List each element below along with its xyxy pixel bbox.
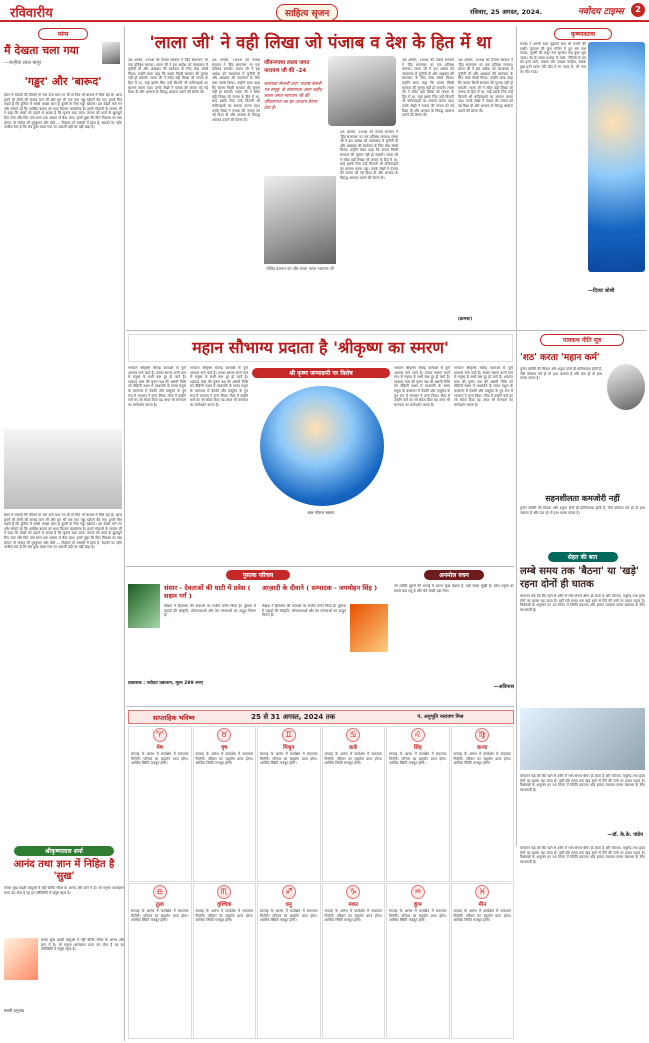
horo-astrologer: पं. अनुभूति नारायण मिश्र bbox=[417, 714, 464, 720]
lala-body-4: 26 अगस्त, 1956 को पंजाब सरकार ने 'हिंद समाचार' पर एक प्रतिबंध लगाया। लाला जी ने इस आदेश को न्यायालय में चुनौती दी और अखबार की स्वतंत्रता के लिए लंबा संघर्ष किया। उन्होंने साफ कहा कि कलम किसी सरकार की गुलाम नहीं हो सकती। लाला जी ने सदैव वही लिखा जो जनता के हित में था, चाहे इसके लिए उन्हें कितनी भी कठिनाइयों का सामना करना पड़ा। उनके लेखों ने पंजाब की जनता को नई दिशा दी और अन्याय के विरुद्ध आवाज उठाने की प्रेरणा दी। bbox=[458, 58, 513, 113]
horo-sign-text: सप्ताह के आरंभ में कार्यक्षेत्र में सफलता मिलेगी। परिवार का सहयोग प्राप्त होगा। आर्थिक स्थिति मजबूत होगी। bbox=[195, 909, 253, 923]
satire-tag: व्यंग्य bbox=[38, 28, 88, 40]
horo-sign-text: सप्ताह के आरंभ में कार्यक्षेत्र में सफलता मिलेगी। परिवार का सहयोग प्राप्त होगा। आर्थिक स्थिति मजबूत होगी। bbox=[389, 752, 447, 766]
story-title: महान सौभाग्य प्रदाता है 'श्रीकृष्ण का स्मरण' bbox=[128, 334, 513, 362]
lala-group-photo bbox=[264, 176, 336, 264]
krishna-image bbox=[588, 42, 645, 272]
right-bottom bbox=[520, 846, 645, 1038]
niti-tag: पावकथ नीति सूत्र bbox=[540, 334, 624, 346]
right-bottom-body: लगातार कई घंटे बैठे रहने से शरीर में रक्त संचार धीमा हो जाता है और मोटापा, मधुमेह तथा हृदय रोगों का खतरा बढ़ जाता है। वहीं लंबे समय तक खड़े रहने से पैरों की नसों पर दबाव पड़ता है। विशेषज्ञों के अनुसार हर 30 मिनट में स्थिति बदलना और हल्का व्यायाम करना स्वास्थ्य के लिए लाभकारी है। bbox=[520, 846, 645, 864]
story-caption: बाल गोपाल स्वरूप bbox=[307, 510, 335, 515]
zodiac-icon: ♊ bbox=[282, 728, 296, 742]
lala-portrait bbox=[328, 56, 396, 126]
horo-sign-box bbox=[128, 726, 192, 882]
horo-sign-name: मिथुन bbox=[283, 745, 295, 751]
lala-pullquote: स्वतंत्रता सेनानी तथा 'पंजाब केसरी पत्र समूह' के संस्थापक अमर शहीद लाला जगत नारायण जी की जीवनगाथा का हर अध्याय प्रेरणा देता है। bbox=[264, 82, 322, 111]
health-photo bbox=[520, 708, 645, 770]
horo-sign-text: सप्ताह के आरंभ में कार्यक्षेत्र में सफलता मिलेगी। परिवार का सहयोग प्राप्त होगा। आर्थिक स्थिति मजबूत होगी। bbox=[324, 909, 382, 923]
horo-sign-name: सिंह bbox=[413, 745, 422, 751]
horo-sign-box bbox=[257, 883, 321, 1039]
horo-sign-name: कन्या bbox=[477, 745, 488, 751]
anmol-vachan bbox=[394, 570, 514, 702]
book-cover-2 bbox=[350, 604, 388, 652]
horoscope bbox=[128, 710, 514, 1040]
poem-tag: कृष्णाकाव्य bbox=[554, 28, 612, 40]
niti-body: दुर्जन व्यक्ति की मित्रता और शत्रुता दोनों ही हानिकारक होती हैं, जैसे कोयला गर्म हो तो हाथ जलाता है और ठंडा हो तो हाथ काला करता है। bbox=[520, 367, 602, 381]
health-tag: सेहत की बात bbox=[548, 552, 618, 562]
horo-sign-box bbox=[128, 883, 192, 1039]
sukh-body: सच्चा सुख बाहरी वस्तुओं में नहीं बल्कि भीतर के आनंद और ज्ञान में है। जो मनुष्य आत्मज्ञान प्राप्त कर लेता है वह हर परिस्थिति में संतुष्ट रहता है। bbox=[4, 886, 124, 895]
book-cover-1 bbox=[128, 584, 160, 628]
zodiac-icon: ♓ bbox=[475, 885, 489, 899]
zodiac-icon: ♎ bbox=[153, 885, 167, 899]
zodiac-icon: ♍ bbox=[475, 728, 489, 742]
zodiac-icon: ♋ bbox=[346, 728, 360, 742]
story-body-2: भगवान श्रीकृष्ण सोलह कलाओं से पूर्ण अवतार माने जाते हैं। उनका स्मरण करने मात्र से मनुष्य के सभी कष्ट दूर हो जाते हैं। भाद्रपद मास की कृष्ण पक्ष की अष्टमी तिथि को रोहिणी नक्षत्र में मध्यरात्रि के समय मथुरा के कारागार में देवकी और वासुदेव के पुत्र रूप में भगवान ने जन्म लिया। गीता में उन्होंने कर्म का जो संदेश दिया वह आज भी मानवता का मार्गदर्शन करता है। bbox=[190, 366, 248, 407]
krishna-story bbox=[128, 334, 513, 562]
book-publisher: प्रकाशक : नवोदय प्रकाशन, मूल्य 299 रुपए bbox=[128, 681, 203, 686]
health-author: —डॉ. के.के. पांडेय bbox=[607, 832, 643, 838]
sukh-photo bbox=[4, 938, 38, 980]
book-review bbox=[128, 570, 390, 702]
horo-sign-text: सप्ताह के आरंभ में कार्यक्षेत्र में सफलता मिलेगी। परिवार का सहयोग प्राप्त होगा। आर्थिक स्थिति मजबूत होगी। bbox=[324, 752, 382, 766]
horo-sign-text: सप्ताह के आरंभ में कार्यक्षेत्र में सफलता मिलेगी। परिवार का सहयोग प्राप्त होगा। आर्थिक स्थिति मजबूत होगी। bbox=[453, 752, 511, 766]
logo: नवोदय टाइम्स bbox=[578, 7, 624, 17]
health-body-2: लगातार कई घंटे बैठे रहने से शरीर में रक्त संचार धीमा हो जाता है और मोटापा, मधुमेह तथा हृदय रोगों का खतरा बढ़ जाता है। वहीं लंबे समय तक खड़े रहने से पैरों की नसों पर दबाव पड़ता है। विशेषज्ञों के अनुसार हर 30 मिनट में स्थिति बदलना और हल्का व्यायाम करना स्वास्थ्य के लिए लाभकारी है। bbox=[520, 774, 645, 792]
satire-column bbox=[4, 28, 122, 838]
book-tag: पुस्तक परिचय bbox=[226, 570, 290, 580]
poem-body: कान्हा रे अपनी राधा मुझको बना लो चरणों की दासी। वृंदावन की कुंज गलिन में तुम संग रास रचाऊं, मुरली की मधुर तान सुनकर सब कुछ भूल जाऊं। नंद के लाला यशोदा के प्यारे, गोपियों के मन को हरने वाले, माखन चोर नटखट कन्हैया, सबके दुख हरने वाले। तेरी प्रीत में रंग जाऊं मैं, तेरे नाम का गीत गाऊं। bbox=[520, 42, 586, 74]
zodiac-icon: ♉ bbox=[217, 728, 231, 742]
horo-sign-name: वृष bbox=[221, 745, 228, 751]
horo-sign-box bbox=[257, 726, 321, 882]
horo-sign-name: मकर bbox=[348, 902, 359, 908]
anmol-tag: अनमोल वचन bbox=[424, 570, 484, 580]
story-box-title: श्री कृष्ण जन्माष्टमी पर विशेष bbox=[252, 368, 390, 378]
lala-body-3: 26 अगस्त, 1956 को पंजाब सरकार ने 'हिंद समाचार' पर एक प्रतिबंध लगाया। लाला जी ने इस आदेश को न्यायालय में चुनौती दी और अखबार की स्वतंत्रता के लिए लंबा संघर्ष किया। उन्होंने साफ कहा कि कलम किसी सरकार की गुलाम नहीं हो सकती। लाला जी ने सदैव वही लिखा जो जनता के हित में था, चाहे इसके लिए उन्हें कितनी भी कठिनाइयों का सामना करना पड़ा। उनके लेखों ने पंजाब की जनता को नई दिशा दी और अन्याय के विरुद्ध आवाज उठाने की प्रेरणा दी। bbox=[402, 58, 454, 118]
section-title: रविवारीय bbox=[10, 6, 53, 21]
horo-title: साप्ताहिक भविष्य bbox=[152, 713, 195, 722]
horo-sign-name: वृश्चिक bbox=[216, 902, 232, 908]
horo-sign-name: तुला bbox=[155, 902, 164, 908]
horo-sign-box bbox=[386, 726, 450, 882]
book-body-1: लेखक ने हिमालय की यात्राओं का सजीव वर्णन किया है। पुस्तक में पहाड़ों की संस्कृति, लोककथाओं और देव परंपराओं का अद्भुत चित्रण है। bbox=[164, 604, 256, 618]
sukh-tag: श्रीकृष्णलाल शर्मा bbox=[14, 846, 114, 856]
satire-subhead: 'गड्ढर' और 'बारूद' bbox=[24, 75, 102, 88]
horo-sign-box bbox=[386, 883, 450, 1039]
horo-sign-name: मेष bbox=[156, 745, 163, 751]
story-image bbox=[260, 386, 384, 506]
satire-body: ईंधन में लकड़ी की कीमतें तो जरा ऊंचे भाव पर थीं तो फिर भी बाज़ार में मिल रहा है। आज हमने भी लोगों की सलाह मान ली और हम भी एक नया गड्ढा खोदने बैठ गए। हमारे मित्र कहते हैं कि दुनिया में सबसे अच्छा काम है दूसरों के लिए गड्ढा खोदना। हम देखते चले गए और सोचते रहे कि आखिर बारूद का धंधा कितना फायदेमंद है। हमारे मोहल्ले के मास्टर जी ने कहा कि बच्चों को पढ़ाने से अच्छा है कि चुनाव लड़ा जाए। जनता को वादों के झुनझुने दिए जाएं और फिर पांच साल तक आराम से बैठा जाए। हमने पूछा कि फिर विकास का क्या होगा? तो मास्टर जी मुस्कुराए और बोले — विकास तो भाषणों में होता है, सड़कों पर नहीं। अजीब बात है कि सब कुछ बदल गया पर आदमी वहीं का वहीं खड़ा है। bbox=[4, 93, 122, 130]
lala-body-1: 26 अगस्त, 1956 को पंजाब सरकार ने 'हिंद समाचार' पर एक प्रतिबंध लगाया। लाला जी ने इस आदेश को न्यायालय में चुनौती दी और अखबार की स्वतंत्रता के लिए लंबा संघर्ष किया। उन्होंने साफ कहा कि कलम किसी सरकार की गुलाम नहीं हो सकती। लाला जी ने सदैव वही लिखा जो जनता के हित में था, चाहे इसके लिए उन्हें कितनी भी कठिनाइयों का सामना करना पड़ा। उनके लेखों ने पंजाब की जनता को नई दिशा दी और अन्याय के विरुद्ध आवाज उठाने की प्रेरणा दी। bbox=[128, 58, 208, 95]
horo-sign-box bbox=[451, 883, 515, 1039]
zodiac-icon: ♌ bbox=[411, 728, 425, 742]
center-tag: साहित्य सृजन bbox=[276, 4, 338, 21]
anmol-body: जो व्यक्ति दूसरों की भलाई में अपना सुख देखता है, वही सच्चा सुखी है। क्रोध मनुष्य का सबसे बड़ा शत्रु है और धैर्य सबसे बड़ा मित्र। bbox=[394, 584, 514, 593]
horo-sign-text: सप्ताह के आरंभ में कार्यक्षेत्र में सफलता मिलेगी। परिवार का सहयोग प्राप्त होगा। आर्थिक स्थिति मजबूत होगी। bbox=[195, 752, 253, 766]
sukh-photo-caption: स्वामी प्रभुपाद bbox=[4, 1008, 25, 1013]
health-body: लगातार कई घंटे बैठे रहने से शरीर में रक्त संचार धीमा हो जाता है और मोटापा, मधुमेह तथा हृदय रोगों का खतरा बढ़ जाता है। वहीं लंबे समय तक खड़े रहने से पैरों की नसों पर दबाव पड़ता है। विशेषज्ञों के अनुसार हर 30 मिनट में स्थिति बदलना और हल्का व्यायाम करना स्वास्थ्य के लिए लाभकारी है। bbox=[520, 594, 645, 612]
zodiac-icon: ♏ bbox=[217, 885, 231, 899]
page-number: 2 bbox=[631, 3, 645, 17]
lala-kicker: जीवनगाथा लाला जगत नारायण जी की -24 bbox=[264, 60, 310, 74]
poem-author: —दिव्या जोशी bbox=[588, 288, 615, 294]
zodiac-icon: ♑ bbox=[346, 885, 360, 899]
horo-dates: 25 से 31 अगस्त, 2024 तक bbox=[251, 712, 336, 721]
sukh-body-2: सच्चा सुख बाहरी वस्तुओं में नहीं बल्कि भीतर के आनंद और ज्ञान में है। जो मनुष्य आत्मज्ञान प्राप्त कर लेता है वह हर परिस्थिति में संतुष्ट रहता है। bbox=[41, 938, 124, 952]
story-body-4: भगवान श्रीकृष्ण सोलह कलाओं से पूर्ण अवतार माने जाते हैं। उनका स्मरण करने मात्र से मनुष्य के सभी कष्ट दूर हो जाते हैं। भाद्रपद मास की कृष्ण पक्ष की अष्टमी तिथि को रोहिणी नक्षत्र में मध्यरात्रि के समय मथुरा के कारागार में देवकी और वासुदेव के पुत्र रूप में भगवान ने जन्म लिया। गीता में उन्होंने कर्म का जो संदेश दिया वह आज भी मानवता का मार्गदर्शन करता है। bbox=[454, 366, 513, 407]
lala-title: 'लाला जी' ने वही लिखा जो पंजाब व देश के हित में था bbox=[149, 33, 492, 53]
book-title-2: आज़ादी के दीवाने ( सम्पादक - जगमोहन सिंह ) bbox=[262, 584, 378, 592]
satire-author: —कन्हैया लाल कपूर bbox=[4, 60, 42, 66]
page-header bbox=[0, 0, 649, 22]
horo-sign-box bbox=[193, 726, 257, 882]
horo-sign-box bbox=[193, 883, 257, 1039]
horo-sign-text: सप्ताह के आरंभ में कार्यक्षेत्र में सफलता मिलेगी। परिवार का सहयोग प्राप्त होगा। आर्थिक स्थिति मजबूत होगी। bbox=[131, 752, 189, 766]
niti-title: 'शठ' करता 'महान कर्म' bbox=[520, 353, 600, 363]
lala-article bbox=[128, 26, 513, 326]
zodiac-icon: ♈ bbox=[153, 728, 167, 742]
story-body-1: भगवान श्रीकृष्ण सोलह कलाओं से पूर्ण अवतार माने जाते हैं। उनका स्मरण करने मात्र से मनुष्य के सभी कष्ट दूर हो जाते हैं। भाद्रपद मास की कृष्ण पक्ष की अष्टमी तिथि को रोहिणी नक्षत्र में मध्यरात्रि के समय मथुरा के कारागार में देवकी और वासुदेव के पुत्र रूप में भगवान ने जन्म लिया। गीता में उन्होंने कर्म का जो संदेश दिया वह आज भी मानवता का मार्गदर्शन करता है। bbox=[128, 366, 186, 407]
horo-grid bbox=[128, 726, 514, 1039]
book-body-2: लेखक ने हिमालय की यात्राओं का सजीव वर्णन किया है। पुस्तक में पहाड़ों की संस्कृति, लोककथाओं और देव परंपराओं का अद्भुत चित्रण है। bbox=[262, 604, 346, 618]
horo-sign-box bbox=[451, 726, 515, 882]
satire-body-cont: ईंधन में लकड़ी की कीमतें तो जरा ऊंचे भाव पर थीं तो फिर भी बाज़ार में मिल रहा है। आज हमने भी लोगों की सलाह मान ली और हम भी एक नया गड्ढा खोदने बैठ गए। हमारे मित्र कहते हैं कि दुनिया में सबसे अच्छा काम है दूसरों के लिए गड्ढा खोदना। हम देखते चले गए और सोचते रहे कि आखिर बारूद का धंधा कितना फायदेमंद है। हमारे मोहल्ले के मास्टर जी ने कहा कि बच्चों को पढ़ाने से अच्छा है कि चुनाव लड़ा जाए। जनता को वादों के झुनझुने दिए जाएं और फिर पांच साल तक आराम से बैठा जाए। हमने पूछा कि फिर विकास का क्या होगा? तो मास्टर जी मुस्कुराए और बोले — विकास तो भाषणों में होता है, सड़कों पर नहीं। अजीब बात है कि सब कुछ बदल गया पर आदमी वहीं का वहीं खड़ा है। bbox=[4, 513, 122, 550]
zodiac-icon: ♒ bbox=[411, 885, 425, 899]
lala-body-2: 26 अगस्त, 1956 को पंजाब सरकार ने 'हिंद समाचार' पर एक प्रतिबंध लगाया। लाला जी ने इस आदेश को न्यायालय में चुनौती दी और अखबार की स्वतंत्रता के लिए लंबा संघर्ष किया। उन्होंने साफ कहा कि कलम किसी सरकार की गुलाम नहीं हो सकती। लाला जी ने सदैव वही लिखा जो जनता के हित में था, चाहे इसके लिए उन्हें कितनी भी कठिनाइयों का सामना करना पड़ा। उनके लेखों ने पंजाब की जनता को नई दिशा दी और अन्याय के विरुद्ध आवाज उठाने की प्रेरणा दी। bbox=[212, 58, 260, 122]
horo-sign-text: सप्ताह के आरंभ में कार्यक्षेत्र में सफलता मिलेगी। परिवार का सहयोग प्राप्त होगा। आर्थिक स्थिति मजबूत होगी। bbox=[260, 752, 318, 766]
anmol-author: —अविनाश bbox=[493, 684, 514, 690]
horo-sign-name: मीन bbox=[478, 902, 487, 908]
sukh-article bbox=[4, 846, 124, 1038]
lala-continued: (क्रमशः) bbox=[458, 317, 473, 322]
zodiac-icon: ♐ bbox=[282, 885, 296, 899]
horo-sign-box bbox=[322, 726, 386, 882]
date: रविवार, 25 अगस्त, 2024. bbox=[470, 8, 543, 16]
horo-sign-name: कुंभ bbox=[413, 902, 422, 908]
horo-sign-name: कर्क bbox=[349, 745, 358, 751]
lala-caption: गोविंद वल्लभ पंत और लाला जगत नारायण जी bbox=[266, 266, 334, 271]
lala-body-5: 26 अगस्त, 1956 को पंजाब सरकार ने 'हिंद समाचार' पर एक प्रतिबंध लगाया। लाला जी ने इस आदेश को न्यायालय में चुनौती दी और अखबार की स्वतंत्रता के लिए लंबा संघर्ष किया। उन्होंने साफ कहा कि कलम किसी सरकार की गुलाम नहीं हो सकती। लाला जी ने सदैव वही लिखा जो जनता के हित में था, चाहे इसके लिए उन्हें कितनी भी कठिनाइयों का सामना करना पड़ा। उनके लेखों ने पंजाब की जनता को नई दिशा दी और अन्याय के विरुद्ध आवाज उठाने की प्रेरणा दी। bbox=[340, 130, 398, 180]
right-lower bbox=[520, 334, 645, 842]
horo-sign-text: सप्ताह के आरंभ में कार्यक्षेत्र में सफलता मिलेगी। परिवार का सहयोग प्राप्त होगा। आर्थिक स्थिति मजबूत होगी। bbox=[260, 909, 318, 923]
satire-illustration bbox=[4, 429, 122, 509]
book-title-1: संसार - देवताओं की घाटी में प्रवेश ( सक्षम गर्ग ) bbox=[164, 584, 251, 600]
niti-body-2: दुर्जन व्यक्ति की मित्रता और शत्रुता दोनों ही हानिकारक होती हैं, जैसे कोयला गर्म हो तो हाथ जलाता है और ठंडा हो तो हाथ काला करता है। bbox=[520, 506, 645, 515]
krishna-poem bbox=[520, 28, 645, 328]
sukh-title: आनंद तथा ज्ञान में निहित है 'सुख' bbox=[13, 859, 115, 882]
story-body-3: भगवान श्रीकृष्ण सोलह कलाओं से पूर्ण अवतार माने जाते हैं। उनका स्मरण करने मात्र से मनुष्य के सभी कष्ट दूर हो जाते हैं। भाद्रपद मास की कृष्ण पक्ष की अष्टमी तिथि को रोहिणी नक्षत्र में मध्यरात्रि के समय मथुरा के कारागार में देवकी और वासुदेव के पुत्र रूप में भगवान ने जन्म लिया। गीता में उन्होंने कर्म का जो संदेश दिया वह आज भी मानवता का मार्गदर्शन करता है। bbox=[394, 366, 450, 407]
satire-title: मैं देखता चला गया bbox=[4, 44, 79, 57]
health-title: लम्बे समय तक 'बैठना' या 'खड़े' रहना दोनों ही घातक bbox=[520, 566, 639, 590]
author-photo bbox=[102, 42, 120, 64]
horo-sign-text: सप्ताह के आरंभ में कार्यक्षेत्र में सफलता मिलेगी। परिवार का सहयोग प्राप्त होगा। आर्थिक स्थिति मजबूत होगी। bbox=[453, 909, 511, 923]
horo-sign-name: धनु bbox=[285, 902, 292, 908]
horo-sign-text: सप्ताह के आरंभ में कार्यक्षेत्र में सफलता मिलेगी। परिवार का सहयोग प्राप्त होगा। आर्थिक स्थिति मजबूत होगी। bbox=[389, 909, 447, 923]
niti-sub: सहनशीलता कमजोरी नहीं bbox=[545, 493, 620, 503]
horo-sign-box bbox=[322, 883, 386, 1039]
niti-photo bbox=[607, 364, 645, 410]
horo-sign-text: सप्ताह के आरंभ में कार्यक्षेत्र में सफलता मिलेगी। परिवार का सहयोग प्राप्त होगा। आर्थिक स्थिति मजबूत होगी। bbox=[131, 909, 189, 923]
